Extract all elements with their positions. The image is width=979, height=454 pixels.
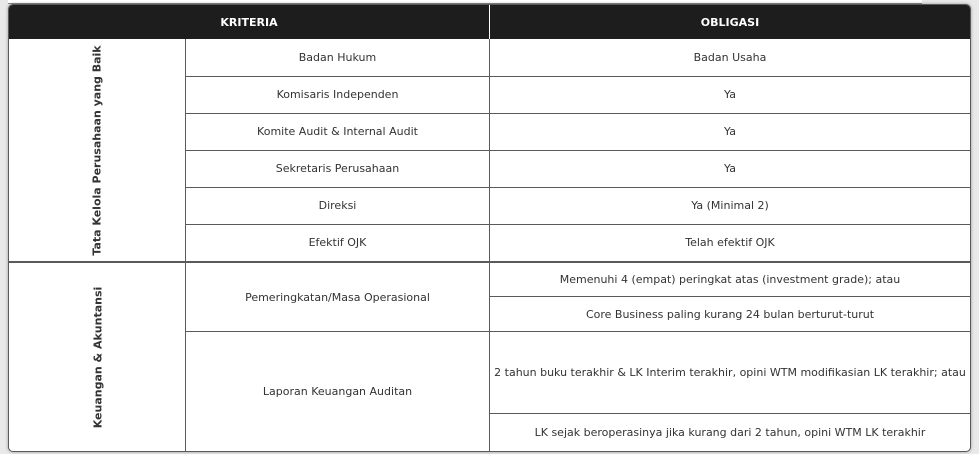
grid-line xyxy=(186,113,970,114)
table-row-kriteria: Sekretaris Perusahaan xyxy=(275,162,400,175)
grid-line xyxy=(186,224,970,225)
table-row-obligasi: 2 tahun buku terakhir & LK Interim terakhir, opini WTM modifikasian LK terakhir; atau xyxy=(494,366,966,379)
table-row-kriteria: Pemeringkatan/Masa Operasional xyxy=(245,290,430,304)
table-row-kriteria: Badan Hukum xyxy=(298,51,377,64)
table-row-obligasi: Ya xyxy=(724,125,736,138)
table-row-obligasi: LK sejak beroperasinya jika kurang dari 2 tahun, opini WTM LK terakhir xyxy=(534,426,926,439)
table-row-kriteria: Direksi xyxy=(318,199,357,212)
grid-line xyxy=(489,39,490,451)
grid-line xyxy=(186,187,970,188)
table-row-kriteria: Efektif OJK xyxy=(308,236,367,249)
table-row-kriteria: Komisaris Independen xyxy=(276,88,399,101)
grid-line xyxy=(186,331,970,332)
table-row-obligasi: Ya (Minimal 2) xyxy=(691,199,769,212)
table-row-obligasi: Core Business paling kurang 24 bulan berturut-turut xyxy=(585,307,875,321)
table-row-obligasi: Memenuhi 4 (empat) peringkat atas (investment grade); atau xyxy=(559,273,901,286)
header-kriteria: KRITERIA xyxy=(220,15,278,29)
table-row-kriteria: Laporan Keuangan Auditan xyxy=(262,385,413,398)
group-label-tata-kelola xyxy=(9,39,186,261)
group-label-keuangan xyxy=(9,263,186,451)
group-divider xyxy=(9,261,970,263)
grid-line xyxy=(185,39,186,451)
table-row-obligasi: Telah efektif OJK xyxy=(685,236,775,249)
grid-line xyxy=(186,150,970,151)
grid-line xyxy=(186,76,970,77)
grid-line xyxy=(490,296,970,297)
criteria-table xyxy=(8,4,971,452)
header-obligasi: OBLIGASI xyxy=(700,15,760,29)
table-row-obligasi: Ya xyxy=(724,162,736,175)
table-row-obligasi: Ya xyxy=(724,88,736,101)
table-row-obligasi: Badan Usaha xyxy=(693,51,767,64)
table-row-kriteria: Komite Audit & Internal Audit xyxy=(257,125,418,138)
grid-line xyxy=(490,413,970,414)
group-label-text: Tata Kelola Perusahaan yang Baik xyxy=(91,44,104,256)
group-label-text: Keuangan & Akuntansi xyxy=(90,286,104,428)
table-header xyxy=(9,5,970,39)
